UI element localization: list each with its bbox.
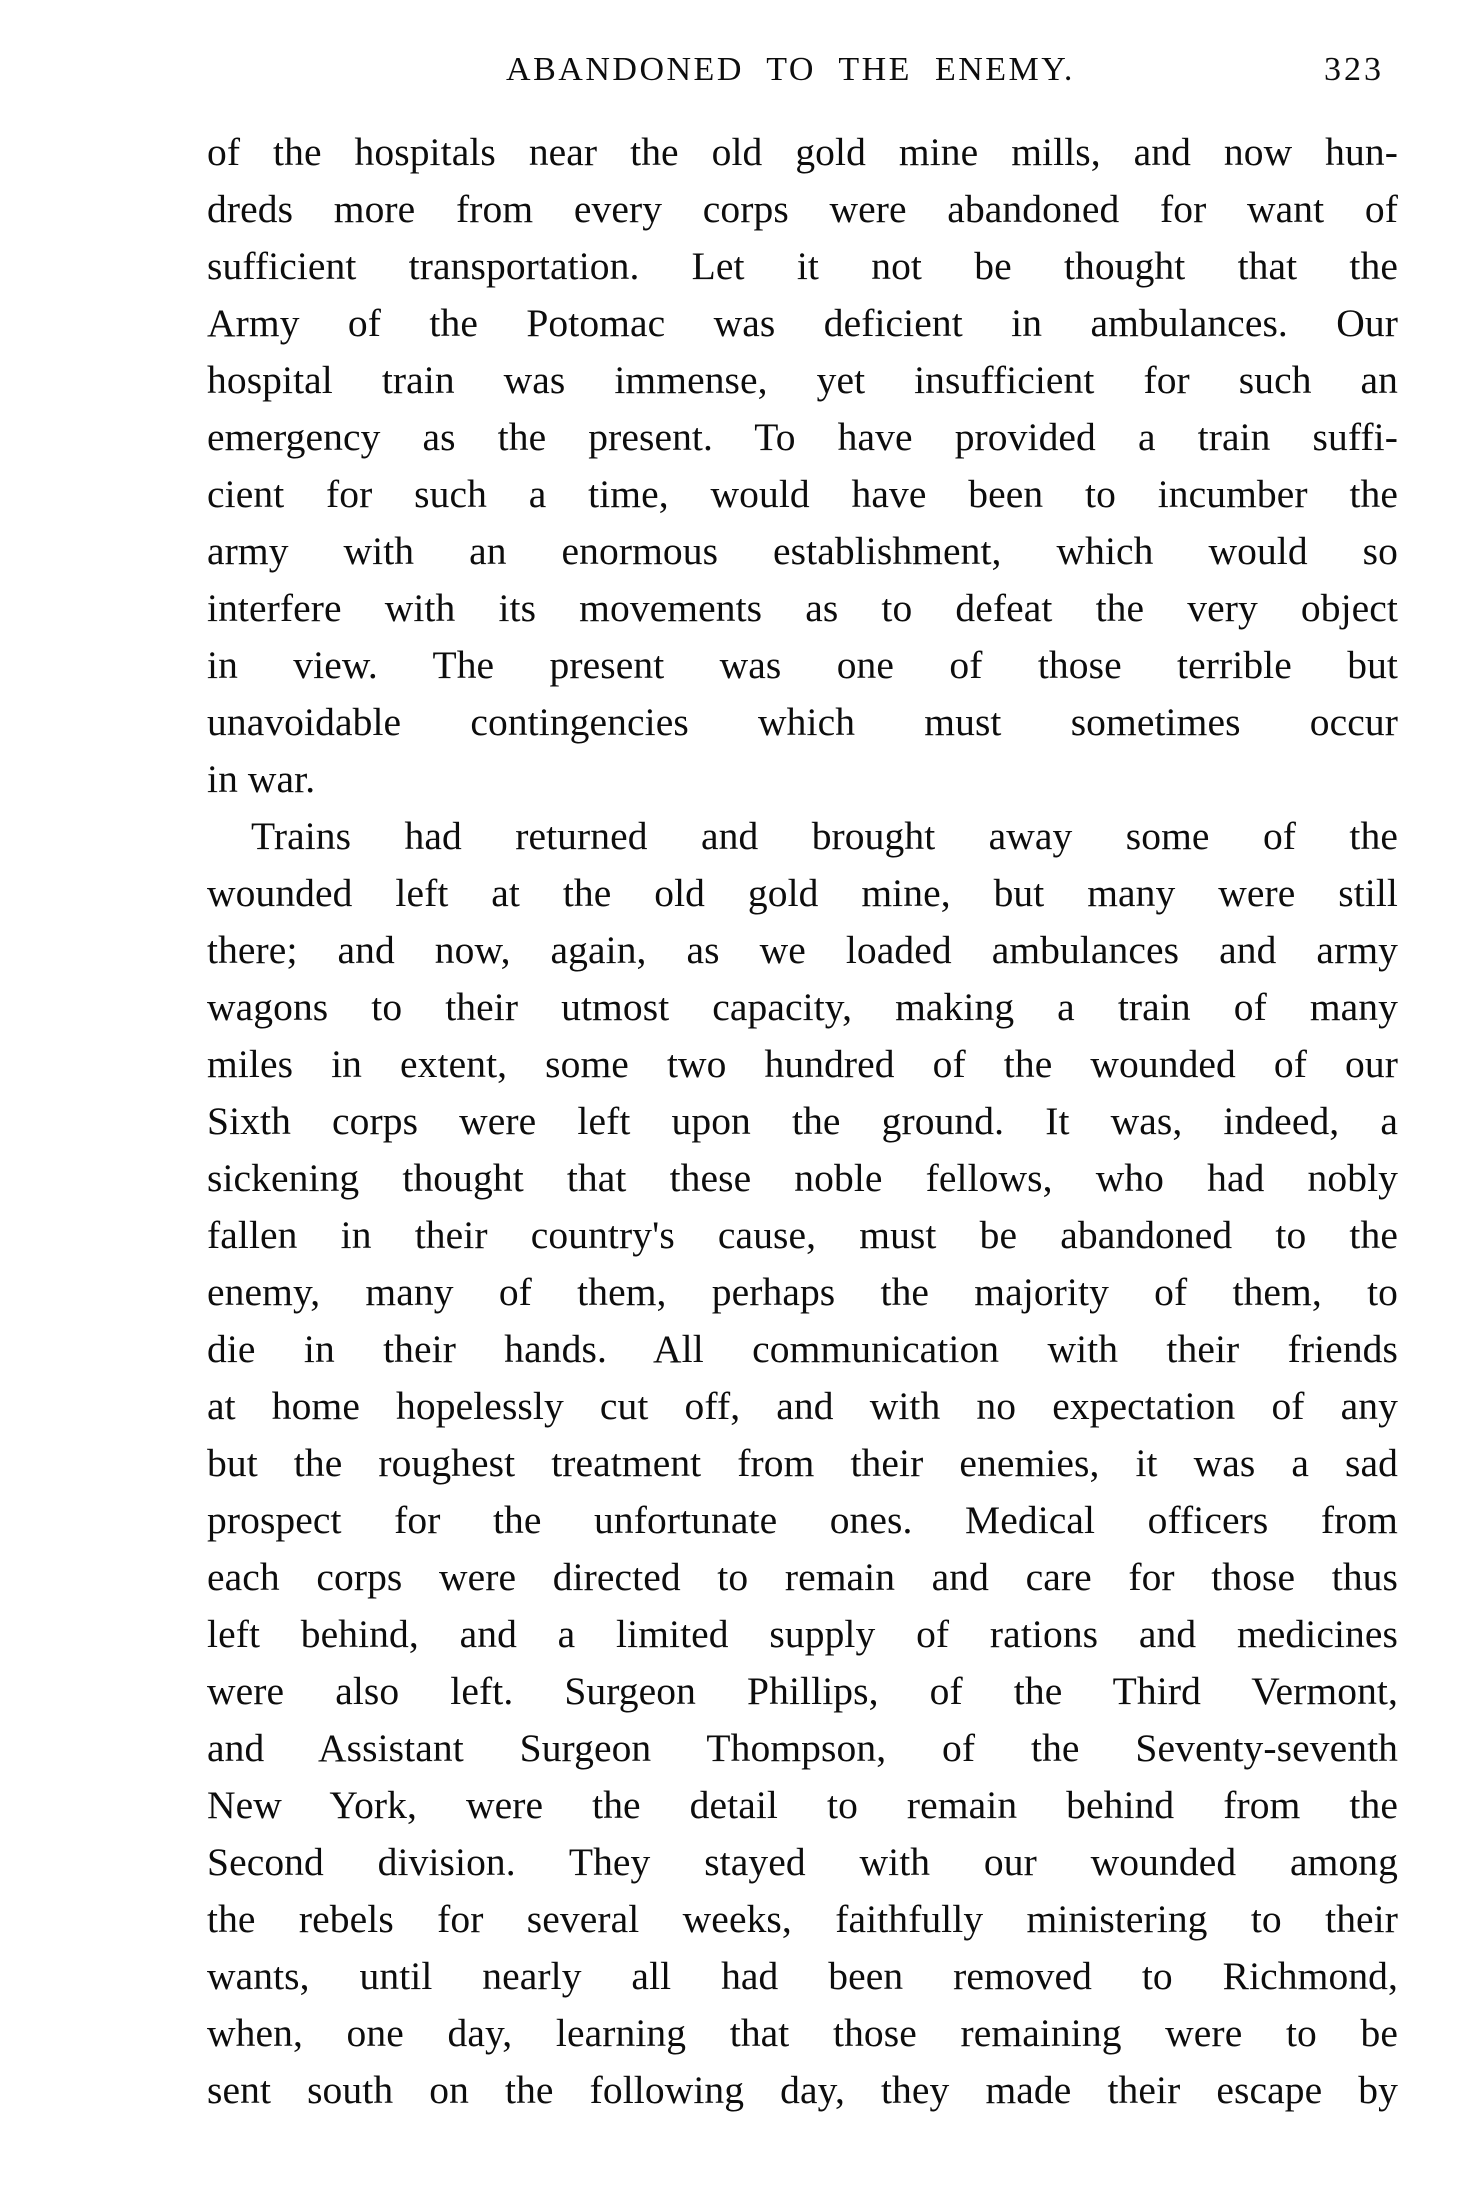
text-line: sufficient transportation. Let it not be thought that the: [207, 244, 1398, 288]
text-line: of the hospitals near the old gold mine mills, and now hun-: [207, 130, 1398, 174]
text-line: sent south on the following day, they made their escape by: [207, 2068, 1398, 2112]
text-line: but the roughest treatment from their enemies, it was a sad: [207, 1441, 1398, 1485]
text-line: fallen in their country's cause, must be abandoned to the: [207, 1213, 1398, 1257]
text-line: wounded left at the old gold mine, but many were still: [207, 871, 1398, 915]
paragraph-1: [207, 124, 1398, 808]
text-line: and Assistant Surgeon Thompson, of the Seventy-seventh: [207, 1726, 1398, 1770]
text-line: Trains had returned and brought away some of the: [251, 814, 1398, 858]
paragraph-2: [207, 808, 1398, 2119]
text-line: cient for such a time, would have been to incumber the: [207, 472, 1398, 516]
text-line: Army of the Potomac was deficient in ambulances. Our: [207, 301, 1398, 345]
running-title: ABANDONED TO THE ENEMY.: [506, 51, 1075, 88]
text-line: army with an enormous establishment, which would so: [207, 529, 1398, 573]
text-line: hospital train was immense, yet insufficient for such an: [207, 358, 1398, 402]
text-line: were also left. Surgeon Phillips, of the Third Vermont,: [207, 1669, 1398, 1713]
page-number: 323: [1324, 51, 1384, 88]
text-line: in view. The present was one of those terrible but: [207, 643, 1398, 687]
text-line: prospect for the unfortunate ones. Medical officers from: [207, 1498, 1398, 1542]
text-line: miles in extent, some two hundred of the wounded of our: [207, 1042, 1398, 1086]
text-line: when, one day, learning that those remaining were to be: [207, 2011, 1398, 2055]
text-line: dreds more from every corps were abandoned for want of: [207, 187, 1398, 231]
text-line: Second division. They stayed with our wounded among: [207, 1840, 1398, 1884]
text-line: left behind, and a limited supply of rations and medicines: [207, 1612, 1398, 1656]
text-line: the rebels for several weeks, faithfully ministering to their: [207, 1897, 1398, 1941]
text-line: Sixth corps were left upon the ground. It was, indeed, a: [207, 1099, 1398, 1143]
text-line: wagons to their utmost capacity, making a train of many: [207, 985, 1398, 1029]
text-line: wants, until nearly all had been removed to Richmond,: [207, 1954, 1398, 1998]
text-line: emergency as the present. To have provided a train suffi-: [207, 415, 1398, 459]
text-line: in war.: [207, 757, 316, 801]
page-body-text: [207, 124, 1398, 2119]
text-line: die in their hands. All communication with their friends: [207, 1327, 1398, 1371]
text-line: unavoidable contingencies which must sometimes occur: [207, 700, 1398, 744]
text-line: there; and now, again, as we loaded ambulances and army: [207, 928, 1398, 972]
text-line: sickening thought that these noble fellows, who had nobly: [207, 1156, 1398, 1200]
text-line: enemy, many of them, perhaps the majority of them, to: [207, 1270, 1398, 1314]
text-line: each corps were directed to remain and care for those thus: [207, 1555, 1398, 1599]
text-line: at home hopelessly cut off, and with no expectation of any: [207, 1384, 1398, 1428]
text-line: interfere with its movements as to defeat the very object: [207, 586, 1398, 630]
page-header: [207, 48, 1398, 92]
text-line: New York, were the detail to remain behind from the: [207, 1783, 1398, 1827]
